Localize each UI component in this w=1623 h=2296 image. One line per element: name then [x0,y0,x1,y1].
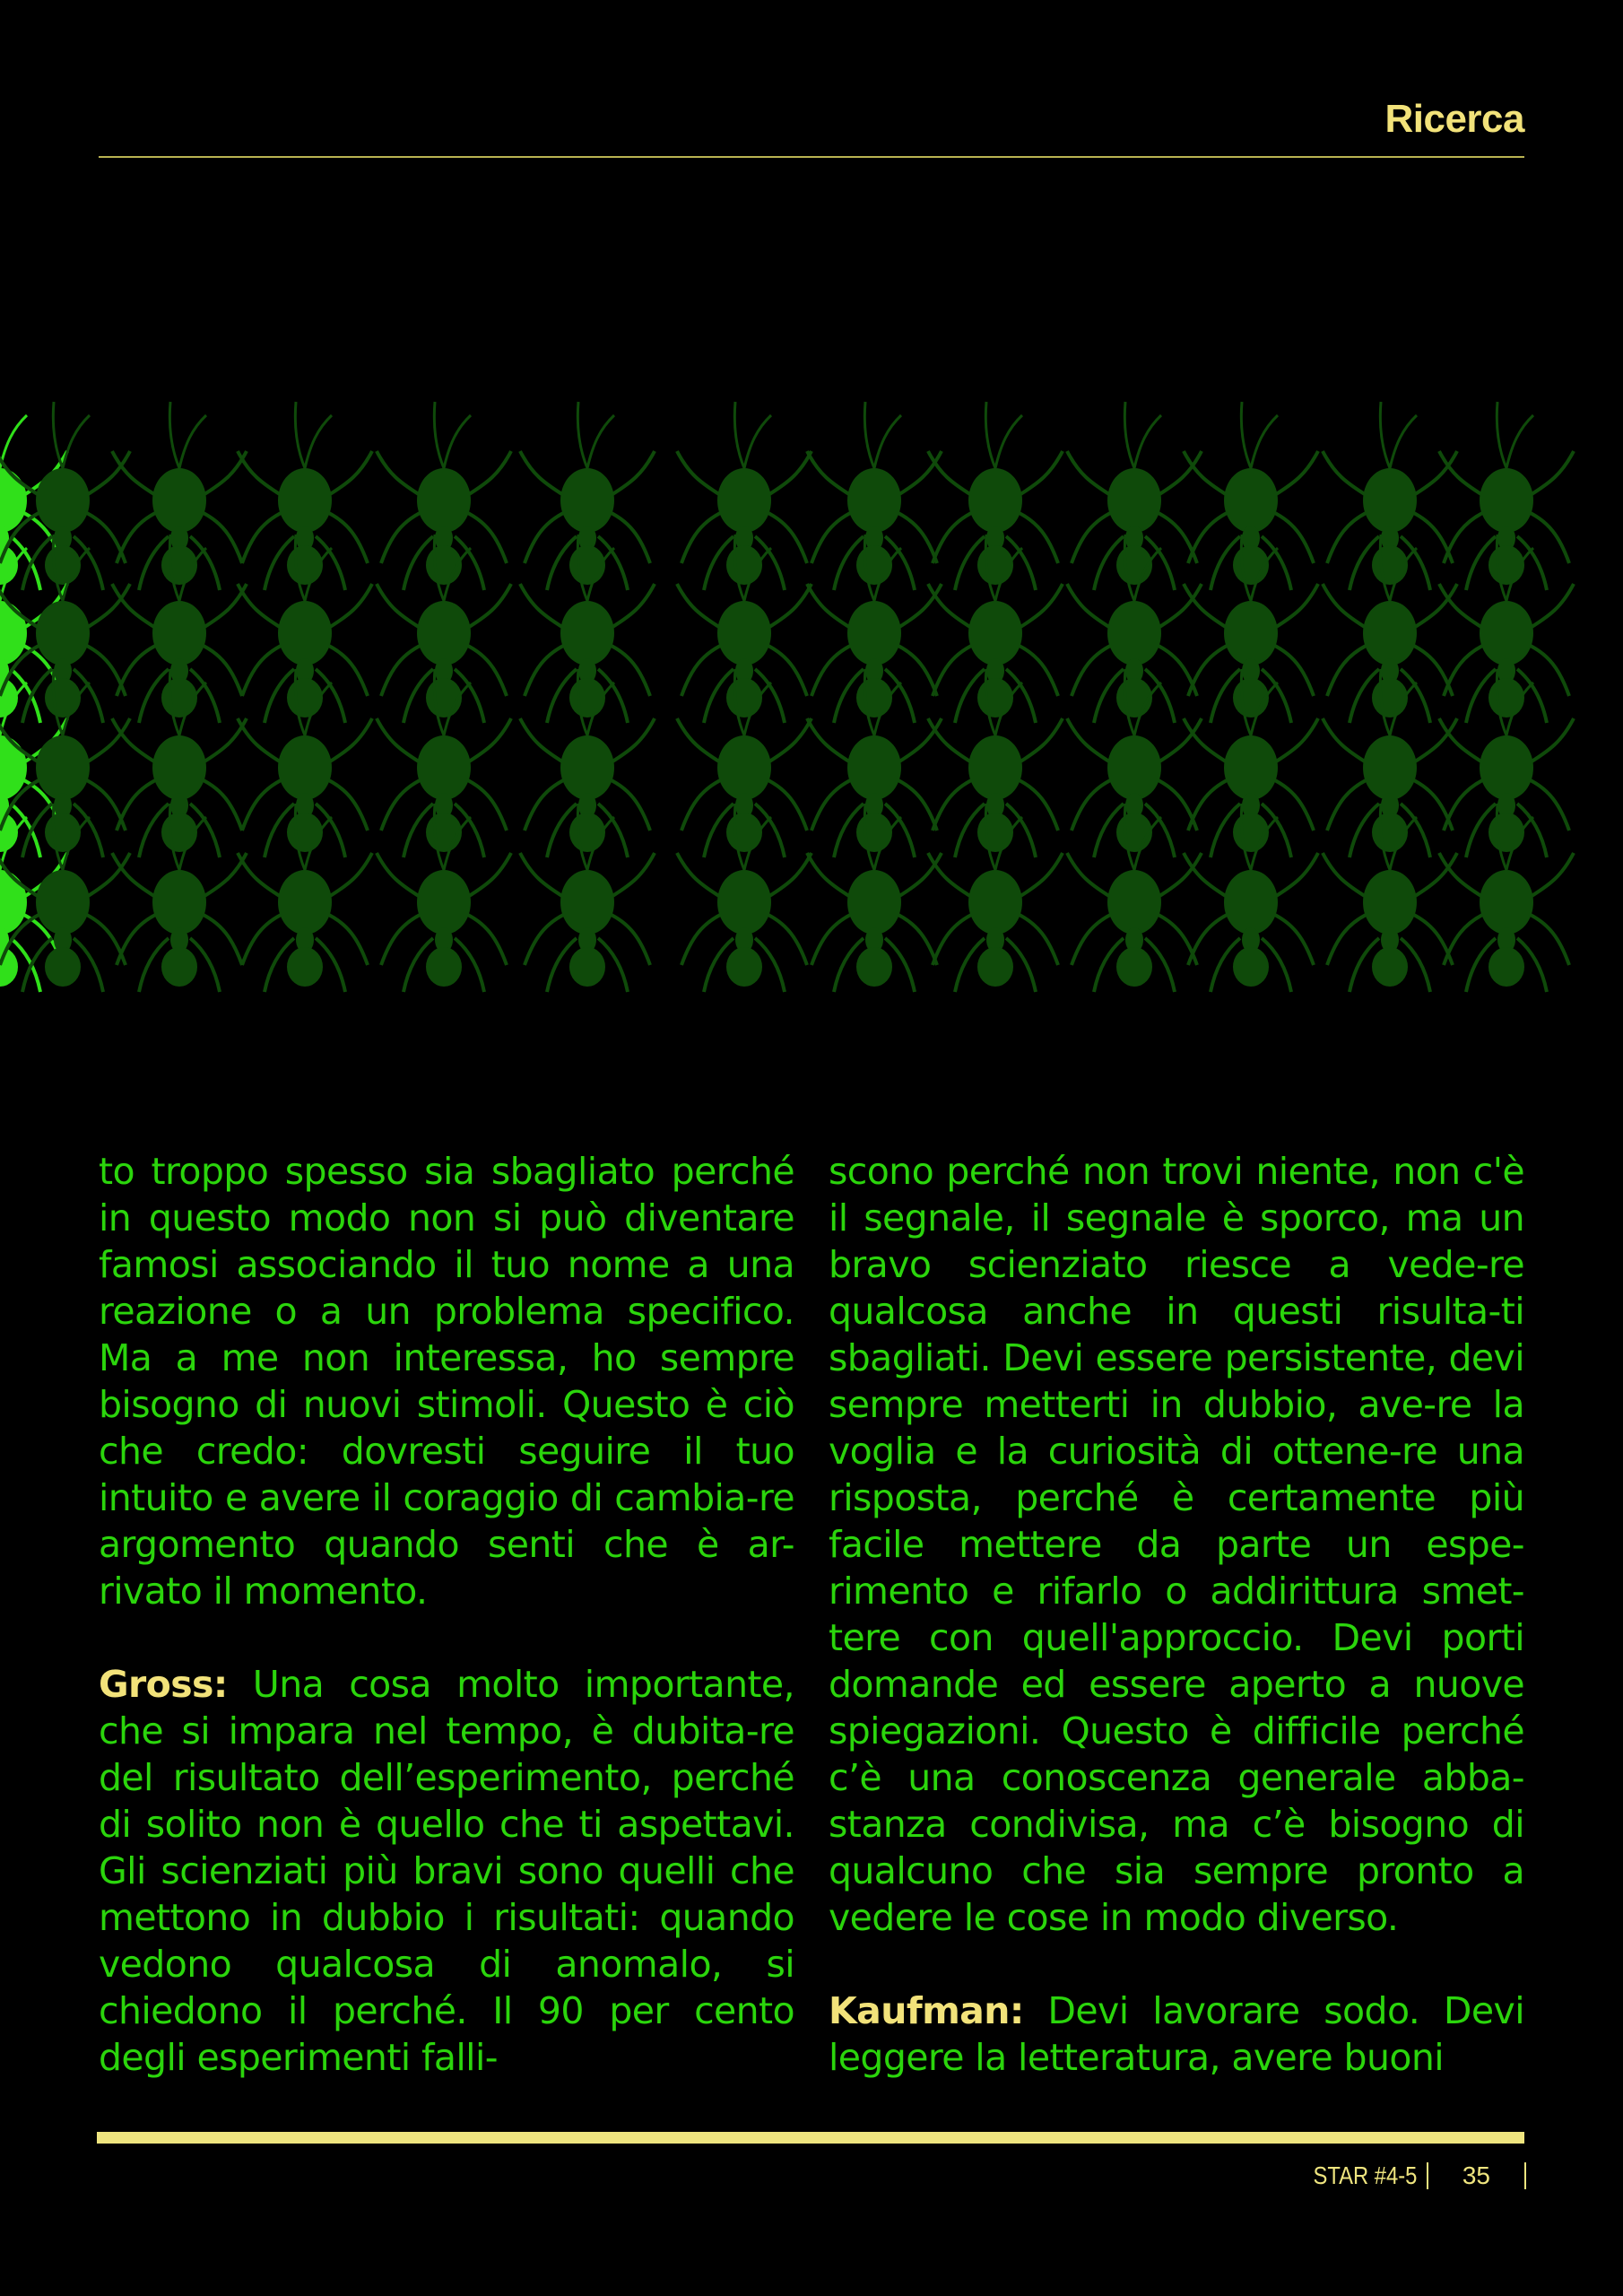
ant-icon [677,402,812,590]
page-footer [1295,2160,1526,2192]
magazine-issue: STAR #4-5 [1313,2161,1418,2189]
paragraph-text: Una cosa molto importante, che si impara nel tempo, è dubita-re del risultato dell’esperimento, perché di solito non è quello che ti aspettavi. Gli scienziati più bravi sono quelli che mettono in dubbio i risultati: quando vedono qualcosa di anomalo, si chiedono il perché. Il 90 per cento degli esperimenti falli- [99,1663,794,2079]
paragraph [99,1661,794,2081]
header-rule [99,156,1524,158]
ant-pattern-figure [0,393,1623,1004]
ant-icon [928,402,1063,590]
ant-icon [807,402,942,590]
paragraph [829,1987,1524,2081]
article-column-left [99,1148,794,2081]
footer-divider [1524,2162,1526,2189]
ant-icon [377,402,511,590]
speaker-name: Gross: [99,1663,228,1706]
ant-icon [520,402,655,590]
page-number: 35 [1462,2161,1490,2189]
section-title: Ricerca [1384,97,1524,141]
ant-icon [1184,402,1318,590]
paragraph-text: Devi lavorare sodo. Devi leggere la letteratura, avere buoni [829,1989,1524,2079]
ant-icon [112,402,247,590]
paragraph: to troppo spesso sia sbagliato perché in questo modo non si può diventare famosi associando il tuo nome a una reazione o a un problema specifico. Ma a me non interessa, ho sempre bisogno di nuovi stimoli. Questo è ciò che credo: dovresti seguire il tuo intuito e avere il coraggio di cambia-re argomento quando senti che è ar-rivato il momento. [99,1150,794,1613]
footer-rule [97,2132,1524,2144]
ant-icon [1439,402,1574,590]
ant-icon [1067,402,1202,590]
paragraph: scono perché non trovi niente, non c'è il segnale, il segnale è sporco, ma un bravo scienziato riesce a vede-re qualcosa anche in questi risulta-ti sbagliati. Devi essere persistente, devi sempre metterti in dubbio, ave-re la voglia e la curiosità di ottene-re una risposta, perché è certamente più facile mettere da parte un espe-rimento e rifarlo o addirittura smet-tere con quell'approccio. Devi porti domande ed essere aperto a nuove spiegazioni. Questo è difficile perché c’è una conoscenza generale abba-stanza condivisa, ma c’è bisogno di qualcuno che sia sempre pronto a vedere le cose in modo diverso. [829,1150,1524,1939]
ant-icon [238,402,372,590]
footer-divider [1427,2162,1428,2189]
speaker-name: Kaufman: [829,1989,1024,2032]
ant-icon [1323,402,1457,590]
article-column-right [829,1148,1524,2081]
